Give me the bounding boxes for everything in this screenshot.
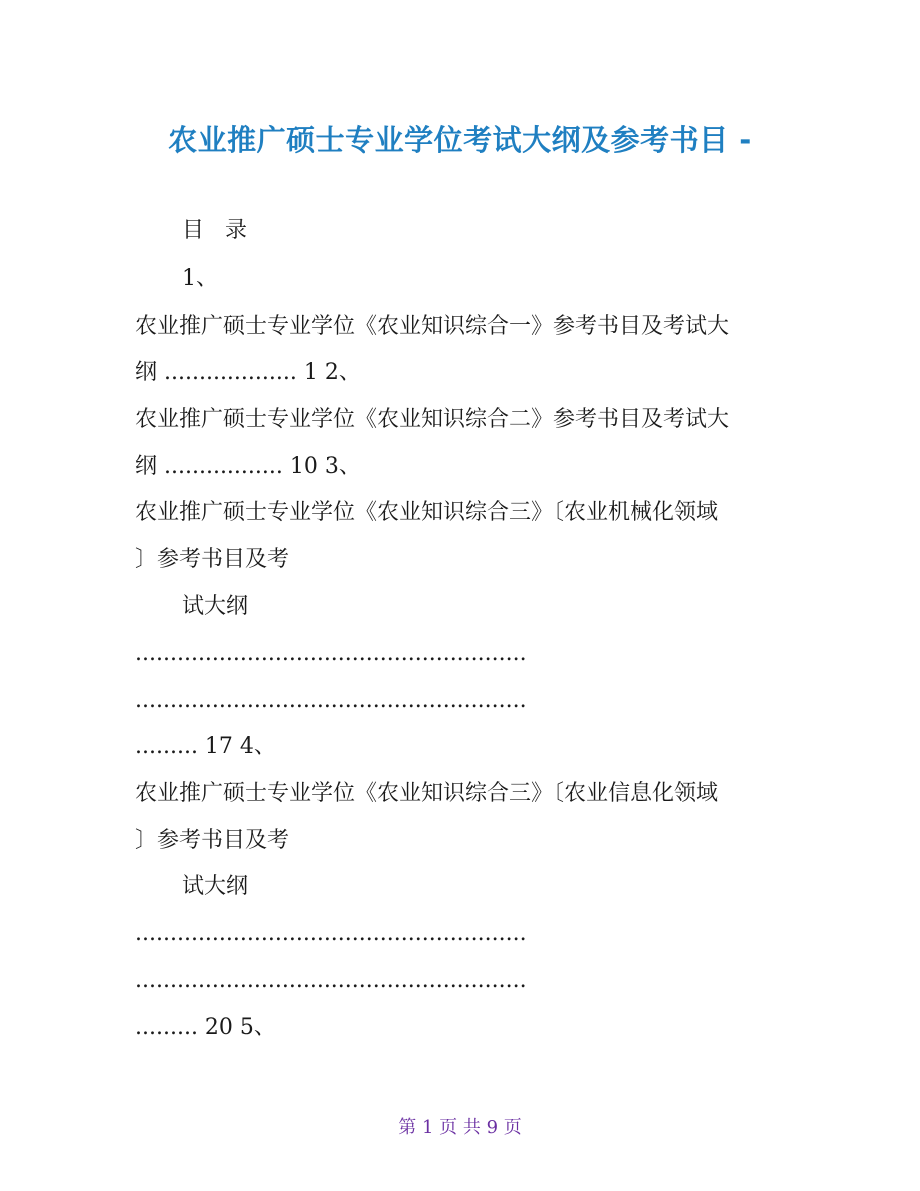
toc-dots: ........................................................: [135, 688, 527, 713]
toc-line: 试大纲: [182, 874, 249, 899]
toc-line: 〕参考书目及考: [135, 547, 290, 572]
document-title: 农业推广硕士专业学位考试大纲及参考书目 -: [168, 123, 752, 157]
toc-line: 农业推广硕士专业学位《农业知识综合二》参考书目及考试大: [135, 407, 730, 432]
toc-line: 农业推广硕士专业学位《农业知识综合三》〔农业机械化领域: [135, 500, 719, 525]
toc-line: 〕参考书目及考: [135, 828, 290, 853]
toc-line: 农业推广硕士专业学位《农业知识综合三》〔农业信息化领域: [135, 781, 719, 806]
toc-line: 试大纲: [182, 594, 249, 619]
page-footer: 第 1 页 共 9 页: [398, 1117, 522, 1138]
toc-line: 农业推广硕士专业学位《农业知识综合一》参考书目及考试大: [135, 314, 730, 339]
toc-dots: ........................................................: [135, 641, 527, 666]
toc-line: 纲 ................. 10 3、: [135, 454, 361, 479]
toc-dots: ........................................................: [135, 968, 527, 993]
toc-line: ......... 17 4、: [135, 734, 276, 759]
toc-line: 纲 ................... 1 2、: [135, 360, 361, 385]
toc-line: 1、: [182, 266, 218, 291]
toc-dots: ........................................................: [135, 921, 527, 946]
toc-line: ......... 20 5、: [135, 1015, 276, 1040]
toc-heading: 目 录: [182, 218, 247, 243]
